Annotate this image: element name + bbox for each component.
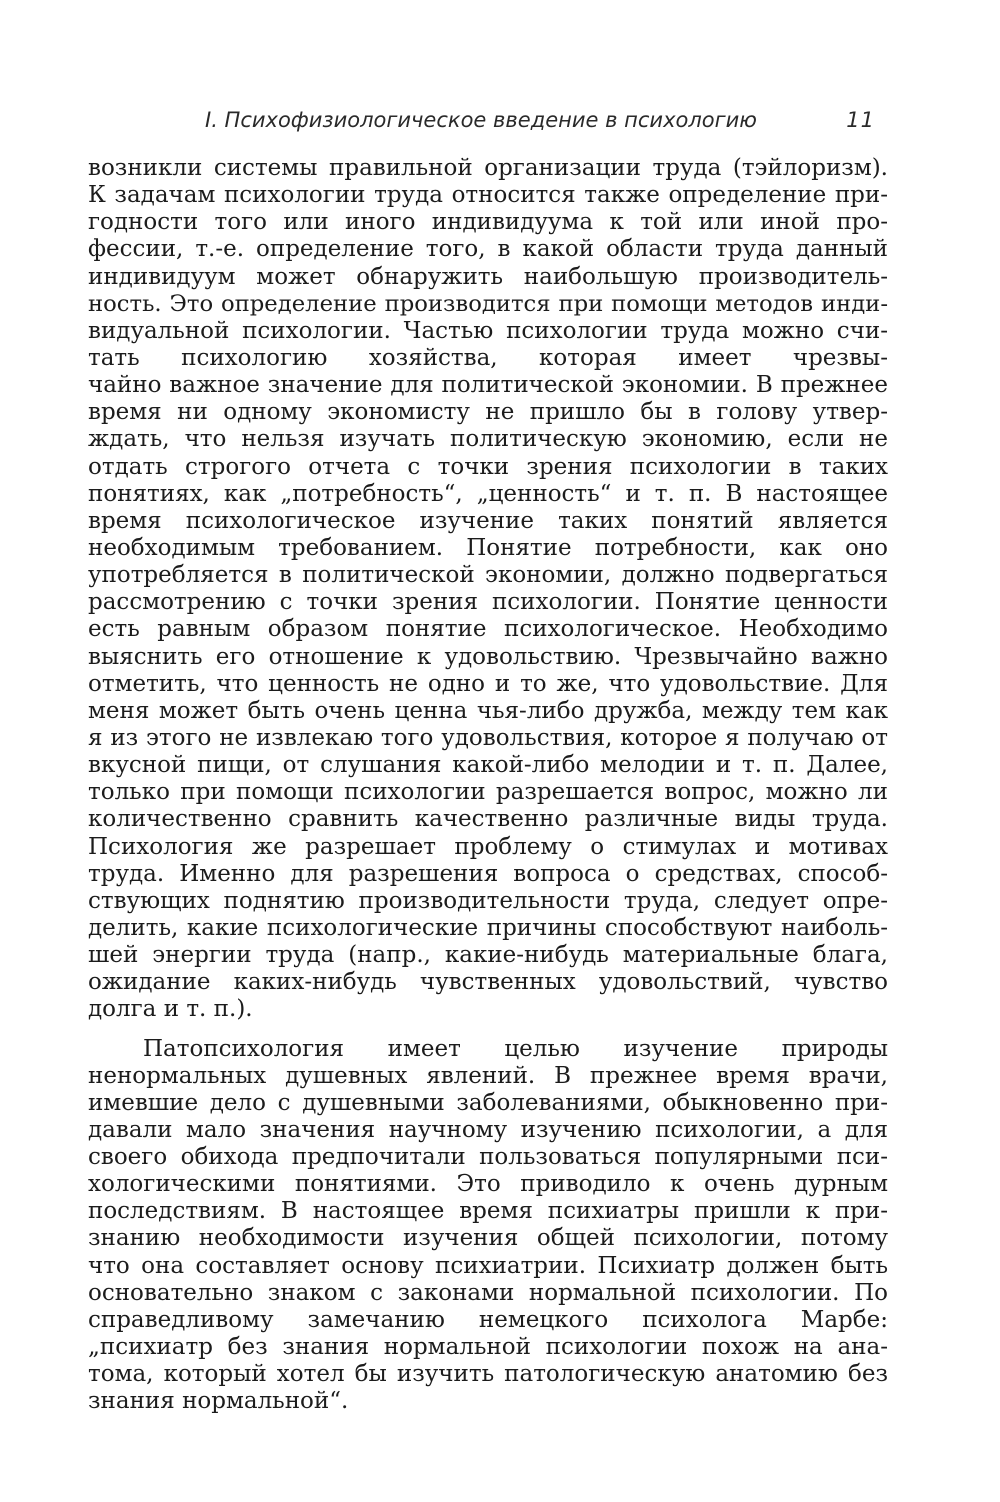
text-line: чайно важное значение для политической экономии. В прежнее <box>88 372 888 399</box>
text-line: отметить, что ценность не одно и то же, что удовольствие. Для <box>88 670 888 697</box>
body-text <box>88 155 888 1415</box>
text-line: только при помощи психологии разрешается вопрос, можно ли <box>88 779 888 806</box>
text-line: рассмотрению с точки зрения психологии. Понятие ценности <box>88 589 888 616</box>
text-line: понятиях, как „потребность“, „ценность“ и т. п. В настоящее <box>88 480 888 507</box>
text-line: ждать, что нельзя изучать политическую экономию, если не <box>88 426 888 453</box>
text-line: индивидуум может обнаружить наибольшую производитель- <box>88 263 888 290</box>
text-line: видуальной психологии. Частью психологии труда можно счи- <box>88 317 888 344</box>
text-line: употребляется в политической экономии, должно подвергаться <box>88 562 888 589</box>
text-line: давали мало значения научному изучению психологии, а для <box>88 1116 888 1143</box>
text-line: количественно сравнить качественно различные виды труда. <box>88 806 888 833</box>
text-line: время психологическое изучение таких понятий является <box>88 507 888 534</box>
text-line: шей энергии труда (напр., какие-нибудь материальные блага, <box>88 942 888 969</box>
text-line: знания нормальной“. <box>88 1388 349 1415</box>
text-line: последствиям. В настоящее время психиатры пришли к при- <box>88 1198 888 1225</box>
paragraph <box>88 1036 888 1416</box>
chapter-title: I. Психофизиологическое введение в психологию <box>205 108 757 132</box>
text-line: необходимым требованием. Понятие потребности, как оно <box>88 534 888 561</box>
text-line: что она составляет основу психиатрии. Психиатр должен быть <box>88 1252 888 1279</box>
text-line: время ни одному экономисту не пришло бы в голову утвер- <box>88 399 888 426</box>
text-line: ненормальных душевных явлений. В прежнее время врачи, <box>88 1062 888 1089</box>
text-line: делить, какие психологические причины способствуют наиболь- <box>88 914 888 941</box>
text-line: вкусной пищи, от слушания какой-либо мелодии и т. п. Далее, <box>88 752 888 779</box>
text-line: хологическими понятиями. Это приводило к очень дурным <box>88 1171 888 1198</box>
paragraph-gap <box>88 1024 888 1036</box>
text-line: Патопсихология имеет целью изучение природы <box>143 1035 888 1062</box>
text-line: Психология же разрешает проблему о стимулах и мотивах <box>88 833 888 860</box>
text-line: знанию необходимости изучения общей психологии, потому <box>88 1225 888 1252</box>
text-line: я из этого не извлекаю того удовольствия, которое я получаю от <box>88 724 888 751</box>
text-line: годности того или иного индивидуума к той или иной про- <box>88 209 888 236</box>
text-line: тома, который хотел бы изучить патологическую анатомию без <box>88 1361 888 1388</box>
text-line: основательно знаком с законами нормальной психологии. По <box>88 1279 888 1306</box>
text-line: меня может быть очень ценна чья-либо дружба, между тем как <box>88 697 888 724</box>
text-line: своего обихода предпочитали пользоваться популярными пси- <box>88 1144 888 1171</box>
text-line: справедливому замечанию немецкого психолога Марбе: <box>88 1306 888 1333</box>
text-line: имевшие дело с душевными заболеваниями, обыкновенно при- <box>88 1089 888 1116</box>
text-line: „психиатр без знания нормальной психологии похож на ана- <box>88 1334 888 1361</box>
paragraph <box>88 155 888 1024</box>
text-line: тать психологию хозяйства, которая имеет чрезвы- <box>88 344 888 371</box>
page-number: 11 <box>846 108 875 132</box>
text-line: возникли системы правильной организации труда (тэйлоризм). <box>88 155 888 181</box>
text-line: труда. Именно для разрешения вопроса о средствах, способ- <box>88 860 888 887</box>
text-line: отдать строгого отчета с точки зрения психологии в таких <box>88 453 888 480</box>
text-line: фессии, т.-е. определение того, в какой области труда данный <box>88 236 888 263</box>
text-line: ожидание каких-нибудь чувственных удовольствий, чувство <box>88 969 888 996</box>
text-line: долга и т. п.). <box>88 996 253 1023</box>
text-line: есть равным образом понятие психологическое. Необходимо <box>88 616 888 643</box>
text-line: ность. Это определение производится при помощи методов инди- <box>88 290 888 317</box>
text-line: выяснить его отношение к удовольствию. Чрезвычайно важно <box>88 643 888 670</box>
text-line: К задачам психологии труда относится также определение при- <box>88 182 888 209</box>
text-line: ствующих поднятию производительности труда, следует опре- <box>88 887 888 914</box>
running-head <box>205 106 875 140</box>
